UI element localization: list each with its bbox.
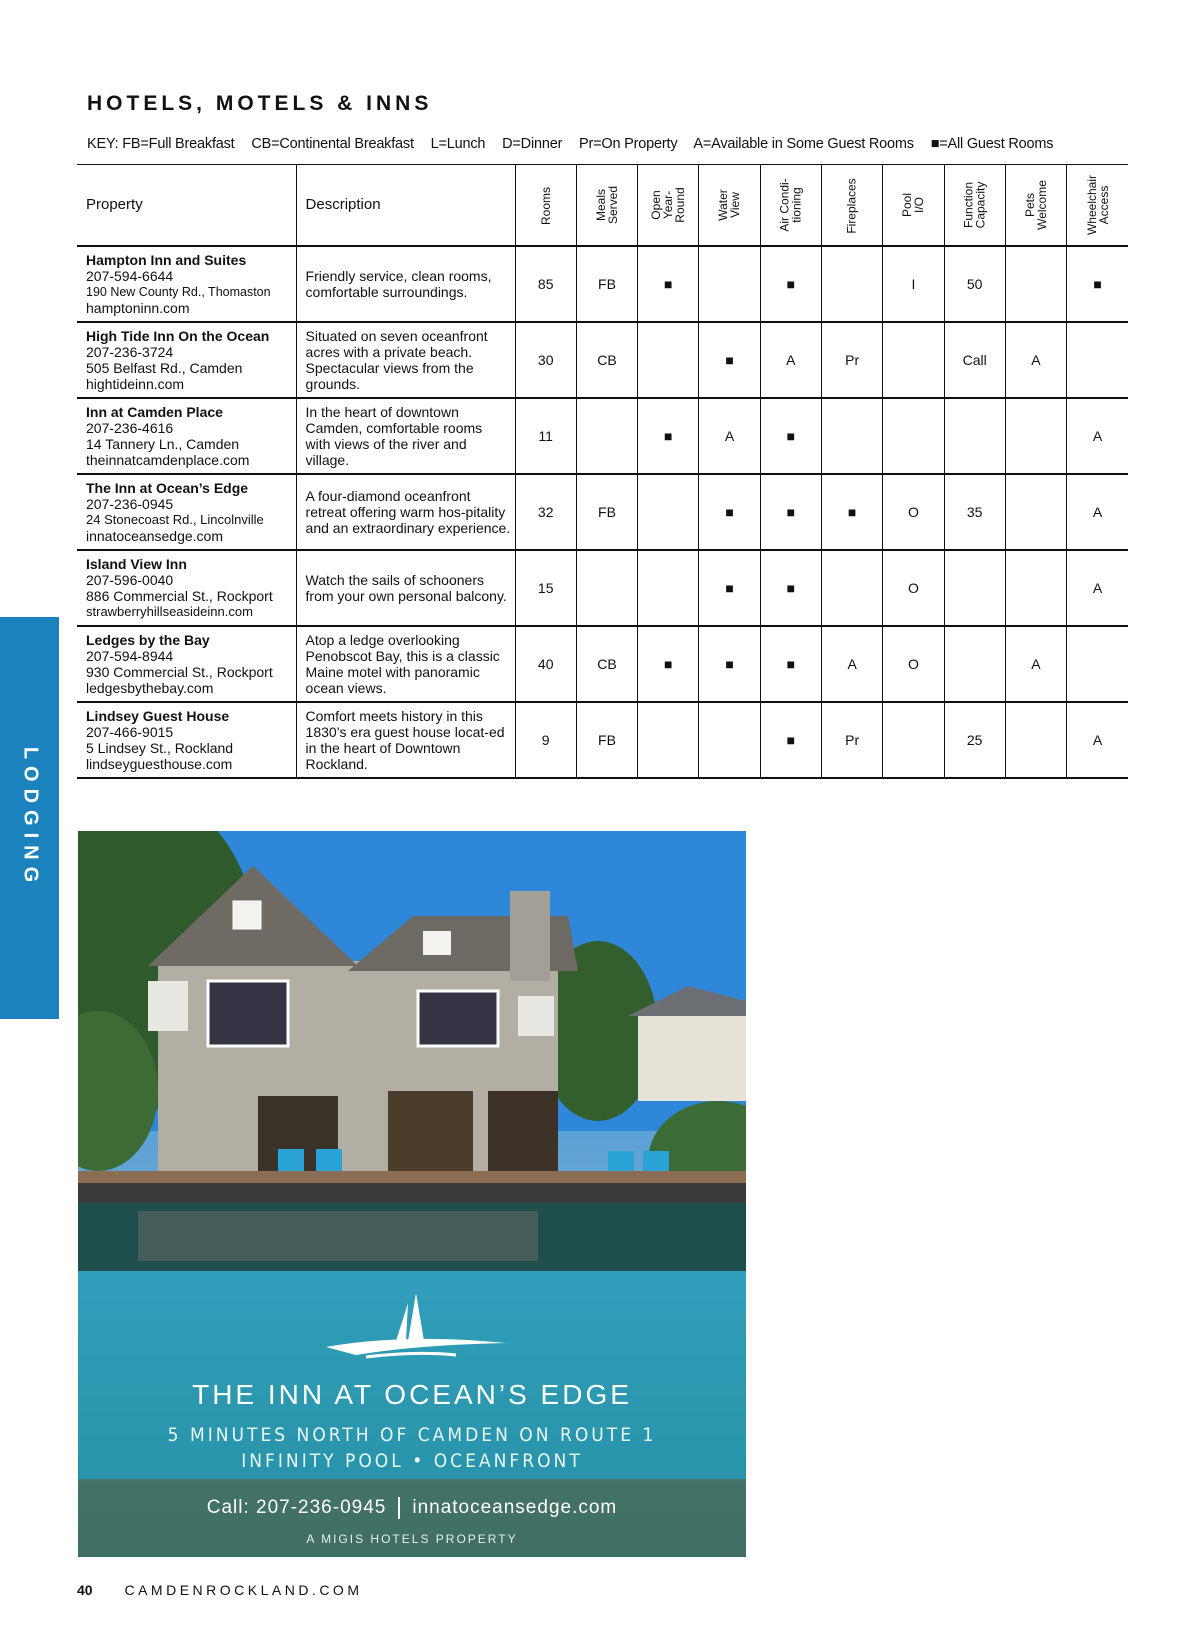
function-capacity-cell	[944, 550, 1005, 626]
property-cell	[77, 474, 296, 550]
section-side-tab	[0, 617, 59, 1019]
open-year-round-cell: ■	[638, 398, 699, 474]
rooms-cell: 32	[515, 474, 576, 550]
col-header-pool: Pool I/O	[883, 165, 944, 247]
water-view-cell: ■	[699, 626, 760, 702]
col-header-rooms: Rooms	[515, 165, 576, 247]
pets-welcome-cell	[1005, 398, 1066, 474]
property-name: Lindsey Guest House	[86, 708, 230, 724]
table-row	[77, 702, 1128, 778]
property-address: 930 Commercial St., Rockport	[86, 664, 273, 680]
wheelchair-access-cell	[1067, 322, 1128, 398]
property-address: 190 New County Rd., Thomaston	[86, 285, 271, 299]
table-row	[77, 322, 1128, 398]
key-item: KEY: FB=Full Breakfast	[87, 136, 235, 152]
property-address: 14 Tannery Ln., Camden	[86, 436, 240, 452]
property-phone: 207-594-6644	[86, 268, 174, 284]
pool-cell	[883, 322, 944, 398]
meals-cell	[576, 550, 637, 626]
air-conditioning-cell: ■	[760, 626, 821, 702]
ad-inn-name: THE INN AT OCEAN’S EDGE	[192, 1379, 632, 1410]
page-number: 40	[77, 1582, 93, 1598]
open-year-round-cell: ■	[638, 246, 699, 322]
wheelchair-access-cell: A	[1067, 702, 1128, 778]
property-phone: 207-594-8944	[86, 648, 174, 664]
property-website: theinnatcamdenplace.com	[86, 452, 250, 468]
property-website: innatoceansedge.com	[86, 528, 223, 544]
pets-welcome-cell: A	[1005, 322, 1066, 398]
fireplaces-cell: Pr	[821, 322, 882, 398]
pets-welcome-cell	[1005, 246, 1066, 322]
pool-cell: O	[883, 626, 944, 702]
fireplaces-cell	[821, 246, 882, 322]
table-row	[77, 550, 1128, 626]
section-label: LODGING	[19, 746, 41, 890]
water-view-cell: ■	[699, 322, 760, 398]
wheelchair-access-cell: A	[1067, 398, 1128, 474]
property-phone: 207-596-0040	[86, 572, 174, 588]
open-year-round-cell	[638, 322, 699, 398]
pets-welcome-cell	[1005, 550, 1066, 626]
property-website: ledgesbythebay.com	[86, 680, 214, 696]
meals-cell: FB	[576, 702, 637, 778]
col-header-function-capacity: Function Capacity	[944, 165, 1005, 247]
wheelchair-access-cell: A	[1067, 474, 1128, 550]
fireplaces-cell: ■	[821, 474, 882, 550]
col-header-property: Property	[86, 196, 143, 213]
rooms-cell: 9	[515, 702, 576, 778]
rooms-cell: 85	[515, 246, 576, 322]
water-view-cell: ■	[699, 550, 760, 626]
description-cell: Comfort meets history in this 1830’s era guest house locat-ed in the heart of Downtown Rockland.	[296, 702, 515, 778]
col-header-open-year-round: Open Year- Round	[638, 165, 699, 247]
table-row	[77, 246, 1128, 322]
air-conditioning-cell: ■	[760, 246, 821, 322]
property-phone: 207-236-0945	[86, 496, 174, 512]
meals-cell: CB	[576, 322, 637, 398]
property-website: hightideinn.com	[86, 376, 185, 392]
ad-website[interactable]: innatoceansedge.com	[412, 1497, 618, 1519]
open-year-round-cell: ■	[638, 626, 699, 702]
col-header-meals: Meals Served	[576, 165, 637, 247]
property-address: 24 Stonecoast Rd., Lincolnville	[86, 512, 264, 527]
table-row	[77, 398, 1128, 474]
key-item: A=Available in Some Guest Rooms	[693, 136, 914, 152]
open-year-round-cell	[638, 702, 699, 778]
key-item: L=Lunch	[430, 136, 486, 152]
property-cell	[77, 246, 296, 322]
hotel-photo	[78, 831, 746, 1271]
key-item: CB=Continental Breakfast	[251, 136, 414, 152]
inn-advertisement	[78, 831, 746, 1557]
legend-key	[87, 136, 1066, 152]
pets-welcome-cell	[1005, 702, 1066, 778]
water-view-cell	[699, 702, 760, 778]
property-name: Island View Inn	[86, 556, 187, 572]
ad-tagline: A MIGIS HOTELS PROPERTY	[306, 1532, 518, 1546]
rooms-cell: 11	[515, 398, 576, 474]
property-phone: 207-466-9015	[86, 724, 174, 740]
water-view-cell: A	[699, 398, 760, 474]
rooms-cell: 15	[515, 550, 576, 626]
lodging-table	[77, 164, 1128, 779]
function-capacity-cell: 25	[944, 702, 1005, 778]
rooms-cell: 40	[515, 626, 576, 702]
fireplaces-cell: Pr	[821, 702, 882, 778]
wheelchair-access-cell	[1067, 626, 1128, 702]
property-phone: 207-236-4616	[86, 420, 174, 436]
air-conditioning-cell: A	[760, 322, 821, 398]
description-cell: Friendly service, clean rooms, comfortable surroundings.	[296, 246, 515, 322]
open-year-round-cell	[638, 550, 699, 626]
function-capacity-cell	[944, 626, 1005, 702]
fireplaces-cell: A	[821, 626, 882, 702]
pool-cell: I	[883, 246, 944, 322]
sailboat-logo-icon	[296, 1289, 526, 1369]
key-item: ■=All Guest Rooms	[930, 136, 1054, 152]
function-capacity-cell: 50	[944, 246, 1005, 322]
pets-welcome-cell	[1005, 474, 1066, 550]
function-capacity-cell	[944, 398, 1005, 474]
description-cell: A four-diamond oceanfront retreat offering warm hos-pitality and an extraordinary experience.	[296, 474, 515, 550]
open-year-round-cell	[638, 474, 699, 550]
fireplaces-cell	[821, 398, 882, 474]
footer-site[interactable]: CAMDENROCKLAND.COM	[124, 1582, 363, 1598]
col-header-fireplaces: Fireplaces	[821, 165, 882, 247]
key-item: D=Dinner	[502, 136, 563, 152]
air-conditioning-cell: ■	[760, 398, 821, 474]
table-row	[77, 474, 1128, 550]
property-name: Ledges by the Bay	[86, 632, 210, 648]
meals-cell: CB	[576, 626, 637, 702]
pool-cell	[883, 702, 944, 778]
ad-separator	[398, 1497, 400, 1519]
property-name: Inn at Camden Place	[86, 404, 223, 420]
property-website: strawberryhillseasideinn.com	[86, 604, 253, 619]
col-header-water-view: Water View	[699, 165, 760, 247]
wheelchair-access-cell: ■	[1067, 246, 1128, 322]
property-cell	[77, 550, 296, 626]
property-name: The Inn at Ocean’s Edge	[86, 480, 249, 496]
air-conditioning-cell: ■	[760, 550, 821, 626]
pets-welcome-cell: A	[1005, 626, 1066, 702]
ad-contact-line	[78, 1497, 746, 1519]
key-item: Pr=On Property	[579, 136, 678, 152]
description-cell: Situated on seven oceanfront acres with a private beach. Spectacular views from the grounds.	[296, 322, 515, 398]
col-header-air-conditioning: Air Condi- tioning	[760, 165, 821, 247]
property-cell	[77, 322, 296, 398]
fireplaces-cell	[821, 550, 882, 626]
description-cell: In the heart of downtown Camden, comfortable rooms with views of the river and village.	[296, 398, 515, 474]
col-header-pets-welcome: Pets Welcome	[1005, 165, 1066, 247]
table-header-row	[77, 165, 1128, 247]
property-cell	[77, 702, 296, 778]
water-view-cell: ■	[699, 474, 760, 550]
wheelchair-access-cell: A	[1067, 550, 1128, 626]
property-phone: 207-236-3724	[86, 344, 174, 360]
property-address: 5 Lindsey St., Rockland	[86, 740, 234, 756]
air-conditioning-cell: ■	[760, 702, 821, 778]
table-row	[77, 626, 1128, 702]
col-header-description: Description	[296, 165, 515, 247]
property-cell	[77, 626, 296, 702]
property-cell	[77, 398, 296, 474]
property-website: lindseyguesthouse.com	[86, 756, 233, 772]
col-header-wheelchair-access: Wheelchair Access	[1067, 165, 1128, 247]
page-title: HOTELS, MOTELS & INNS	[87, 92, 433, 115]
page-footer	[77, 1582, 362, 1598]
water-view-cell	[699, 246, 760, 322]
ad-phone: Call: 207-236-0945	[206, 1497, 387, 1519]
function-capacity-cell: Call	[944, 322, 1005, 398]
pool-cell	[883, 398, 944, 474]
description-cell: Watch the sails of schooners from your own personal balcony.	[296, 550, 515, 626]
meals-cell: FB	[576, 246, 637, 322]
ad-features-line: INFINITY POOL • OCEANFRONT	[241, 1450, 583, 1472]
property-name: High Tide Inn On the Ocean	[86, 328, 270, 344]
rooms-cell: 30	[515, 322, 576, 398]
property-name: Hampton Inn and Suites	[86, 252, 247, 268]
property-website: hamptoninn.com	[86, 300, 190, 316]
air-conditioning-cell: ■	[760, 474, 821, 550]
meals-cell: FB	[576, 474, 637, 550]
meals-cell	[576, 398, 637, 474]
property-address: 505 Belfast Rd., Camden	[86, 360, 243, 376]
ad-location-line: 5 MINUTES NORTH OF CAMDEN ON ROUTE 1	[167, 1424, 657, 1446]
property-address: 886 Commercial St., Rockport	[86, 588, 273, 604]
function-capacity-cell: 35	[944, 474, 1005, 550]
description-cell: Atop a ledge overlooking Penobscot Bay, this is a classic Maine motel with panoramic ocean views.	[296, 626, 515, 702]
pool-cell: O	[883, 550, 944, 626]
pool-cell: O	[883, 474, 944, 550]
